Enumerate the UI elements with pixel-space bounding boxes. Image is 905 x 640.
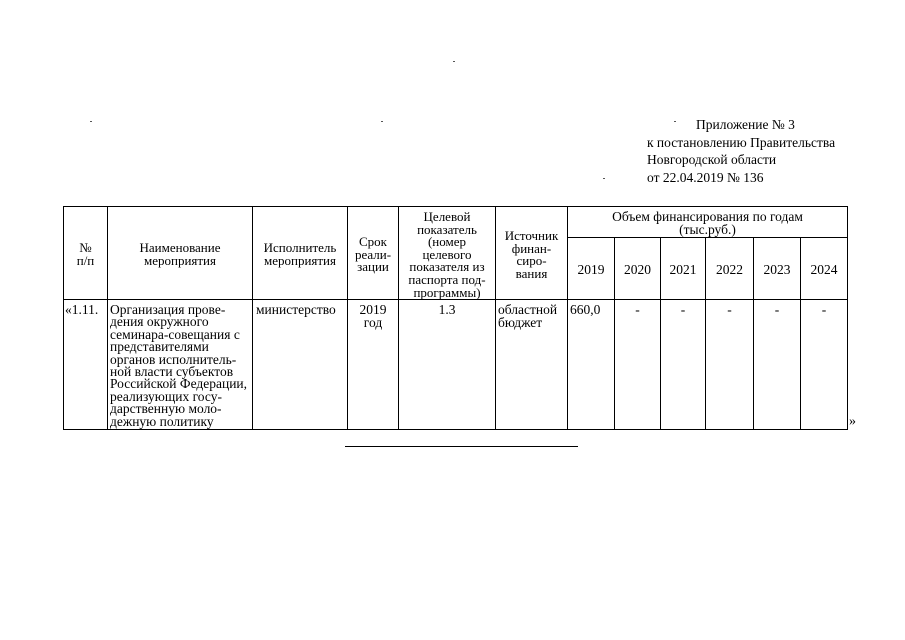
row-name-line: Организация прове- — [110, 302, 226, 317]
row-value-2020: - — [635, 302, 640, 317]
header-target-line: программы) — [413, 284, 481, 300]
header-source-line: сиро- — [516, 253, 547, 269]
header-year: 2023 — [763, 262, 791, 277]
header-target-line: паспорта под- — [408, 271, 486, 287]
scan-speck — [603, 178, 605, 179]
row-name-line: реализующих госу- — [110, 388, 222, 404]
row-value-2019: 660,0 — [570, 302, 601, 317]
header-target-line: показателя из — [409, 259, 485, 275]
scan-speck — [674, 121, 676, 122]
header-funding — [568, 211, 847, 236]
footer-divider — [345, 446, 578, 447]
header-year: 2021 — [669, 262, 697, 277]
header-term-line: реали- — [354, 246, 392, 262]
header-funding-line: (тыс.руб.) — [679, 221, 736, 237]
closing-quote: » — [849, 414, 856, 429]
header-source-line: Источник — [504, 228, 559, 243]
row-name-line: органов исполнитель- — [110, 351, 237, 367]
row-term-line: 2019 — [359, 302, 387, 317]
header-num-line: п/п — [76, 252, 95, 268]
header-target-line: Целевой — [423, 209, 471, 224]
row-term — [348, 304, 398, 329]
row-name-line: ной власти субъектов — [110, 364, 234, 380]
header-executor-line: мероприятия — [263, 252, 336, 268]
header-num-line: № — [79, 240, 92, 255]
funding-table — [63, 206, 848, 430]
row-name-line: дежную политику — [110, 413, 214, 429]
header-target — [399, 211, 495, 299]
header-term-line: зации — [357, 259, 389, 275]
header-target-line: целевого — [422, 246, 472, 262]
header-executor-line: Исполнитель — [263, 240, 337, 255]
row-name — [110, 304, 252, 428]
row-value-2023: - — [774, 302, 780, 317]
row-term-line: год — [363, 314, 383, 330]
header-target-line: показатель — [417, 221, 477, 237]
header-year: 2019 — [577, 262, 605, 277]
header-term — [348, 236, 398, 274]
row-name-line: дарственную моло- — [110, 401, 222, 417]
row-name-line: представителями — [110, 339, 209, 355]
row-name-line: семинара-совещания с — [110, 326, 240, 342]
row-executor: министерство — [256, 302, 336, 317]
annex-region-line: Новгородской области — [647, 152, 777, 168]
scan-speck — [381, 121, 383, 122]
row-source — [498, 304, 567, 329]
header-target-line: (номер — [427, 234, 467, 250]
scan-speck — [90, 121, 92, 122]
header-source — [496, 230, 567, 280]
header-year: 2020 — [624, 262, 651, 277]
header-name — [108, 242, 252, 267]
row-source-line: бюджет — [498, 314, 543, 330]
header-name-line: мероприятия — [143, 252, 216, 268]
annex-header — [647, 116, 835, 186]
header-source-line: вания — [515, 265, 548, 281]
row-target: 1.3 — [438, 302, 456, 317]
row-source-line: областной — [498, 302, 558, 317]
header-executor — [253, 242, 347, 267]
row-value-2021: - — [680, 302, 686, 317]
row-value-2024: - — [821, 302, 827, 317]
row-value-2022: - — [727, 302, 732, 317]
row-number: «1.11. — [65, 302, 99, 317]
header-funding-line: Объем финансирования по годам — [612, 209, 803, 224]
header-year: 2024 — [810, 262, 838, 277]
row-name-line: Российской Федерации, — [110, 376, 248, 392]
row-name-line: дения окружного — [110, 314, 209, 330]
annex-resolution-line: к постановлению Правительства — [647, 134, 836, 150]
header-year: 2022 — [716, 262, 743, 277]
scan-speck — [453, 61, 455, 62]
header-term-line: Срок — [359, 234, 387, 249]
annex-date-line: от 22.04.2019 № 136 — [647, 169, 764, 185]
header-num — [64, 242, 107, 267]
annex-title: Приложение № 3 — [696, 117, 795, 132]
header-source-line: финан- — [511, 240, 552, 256]
header-name-line: Наименование — [139, 240, 221, 255]
